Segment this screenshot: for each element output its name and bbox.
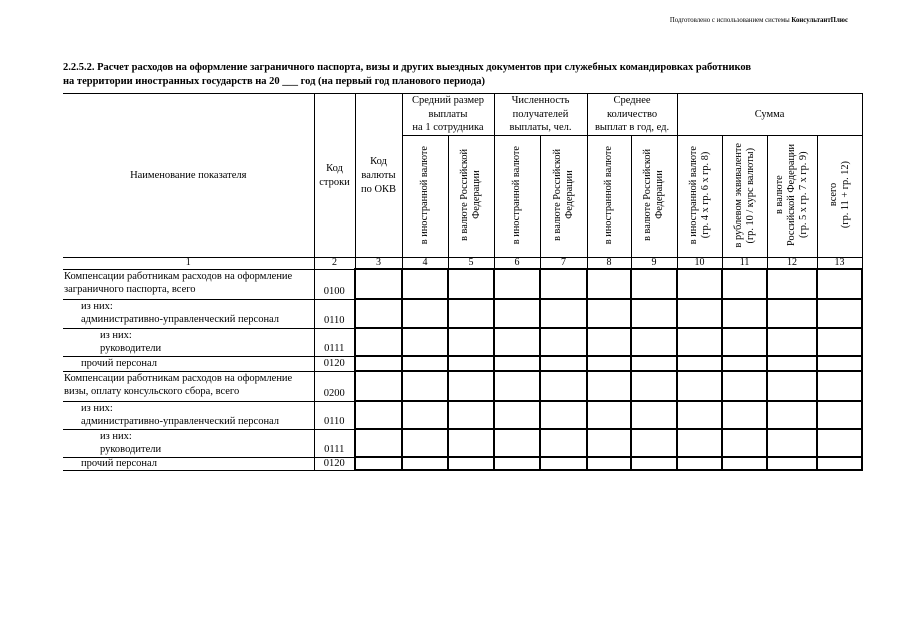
value-cell [402, 457, 448, 470]
value-cell [631, 299, 677, 328]
column-number: 6 [494, 258, 540, 270]
table-row [63, 328, 862, 356]
value-cell [587, 356, 631, 371]
indicator-name: руководители [100, 444, 162, 455]
value-cell [587, 328, 631, 356]
value-cell [817, 356, 862, 371]
value-cell [540, 401, 587, 429]
header-cell [767, 136, 817, 258]
value-cell [448, 269, 494, 299]
row-code-cell [314, 429, 355, 457]
header-cell [677, 136, 722, 258]
row-code-cell [314, 371, 355, 401]
value-cell [448, 401, 494, 429]
header-row-groups [63, 94, 862, 136]
header-currency-code: Код валюты по ОКВ [355, 94, 402, 258]
header-recipients-foreign: в иностранной валюте [511, 145, 523, 245]
header-cell [494, 136, 540, 258]
value-cell [402, 429, 448, 457]
column-number: 10 [677, 258, 722, 270]
value-cell [448, 371, 494, 401]
indicator-prefix: из них: [100, 430, 132, 442]
header-cell [817, 136, 862, 258]
header-avg-payment-rub: в валюте Российской Федерации [459, 149, 482, 241]
value-cell [722, 371, 767, 401]
value-cell [767, 269, 817, 299]
indicator-prefix: из них: [81, 300, 113, 312]
header-payments-count-foreign: в иностранной валюте [603, 145, 615, 245]
value-cell [631, 371, 677, 401]
header-group-recipients: Численность получателей выплаты, чел. [494, 94, 587, 136]
note-prefix: Подготовлено с использованием системы [669, 17, 792, 24]
table-row [63, 429, 862, 457]
value-cell [677, 269, 722, 299]
value-cell [817, 328, 862, 356]
indicator-name: административно-управленческий персонал [81, 314, 280, 325]
value-cell [494, 371, 540, 401]
value-cell [448, 328, 494, 356]
indicator-name-cell [63, 299, 314, 328]
value-cell [631, 269, 677, 299]
column-number: 13 [817, 258, 862, 270]
column-number: 3 [355, 258, 402, 270]
value-cell [767, 356, 817, 371]
row-code: 0110 [323, 315, 345, 326]
row-code-cell [314, 299, 355, 328]
value-cell [722, 269, 767, 299]
expense-calculation-table [63, 93, 863, 471]
indicator-name-cell [63, 356, 314, 371]
header-cell [448, 136, 494, 258]
value-cell [631, 401, 677, 429]
value-cell [540, 269, 587, 299]
value-cell [722, 457, 767, 470]
value-cell [448, 356, 494, 371]
value-cell [722, 328, 767, 356]
header-cell [631, 136, 677, 258]
value-cell [540, 299, 587, 328]
indicator-name: прочий персонал [81, 457, 158, 469]
header-row-code: Код строки [314, 94, 355, 258]
row-code-cell [314, 457, 355, 470]
indicator-prefix: из них: [100, 329, 132, 341]
column-number: 4 [402, 258, 448, 270]
value-cell [448, 299, 494, 328]
header-sum-total: всего (гр. 11 + гр. 12) [827, 161, 851, 229]
header-recipients-rub: в валюте Российской Федерации [551, 149, 575, 241]
value-cell [631, 429, 677, 457]
row-code: 0200 [323, 388, 345, 399]
value-cell [677, 328, 722, 356]
indicator-name-cell [63, 401, 314, 429]
row-code-cell [314, 356, 355, 371]
value-cell [540, 457, 587, 470]
header-sum-foreign: в иностранной валюте (гр. 4 x гр. 6 x гр. 8) [687, 145, 711, 245]
header-cell [722, 136, 767, 258]
indicator-prefix: из них: [81, 402, 113, 414]
value-cell [677, 299, 722, 328]
value-cell [355, 429, 402, 457]
table-row [63, 371, 862, 401]
value-cell [494, 457, 540, 470]
row-code: 0110 [323, 416, 345, 427]
value-cell [767, 371, 817, 401]
column-number: 12 [767, 258, 817, 270]
indicator-name-cell [63, 429, 314, 457]
value-cell [722, 429, 767, 457]
column-numbers-row [63, 258, 862, 270]
value-cell [402, 328, 448, 356]
value-cell [817, 429, 862, 457]
table-row [63, 356, 862, 371]
header-group-average-payment: Средний размер выплаты на 1 сотрудника [402, 94, 494, 136]
value-cell [817, 371, 862, 401]
value-cell [587, 299, 631, 328]
indicator-name-cell [63, 371, 314, 401]
row-code: 0111 [324, 444, 345, 455]
table-row [63, 299, 862, 328]
section-title [63, 61, 751, 89]
value-cell [540, 429, 587, 457]
value-cell [494, 269, 540, 299]
value-cell [540, 356, 587, 371]
value-cell [402, 371, 448, 401]
value-cell [355, 371, 402, 401]
indicator-name-cell [63, 269, 314, 299]
header-sum-rub-equivalent: в рублевом эквиваленте (гр. 10 / курс валюты) [732, 142, 756, 248]
header-cell [540, 136, 587, 258]
column-number: 2 [314, 258, 355, 270]
value-cell [402, 401, 448, 429]
value-cell [494, 299, 540, 328]
value-cell [355, 299, 402, 328]
header-indicator-name: Наименование показателя [63, 94, 314, 258]
value-cell [587, 429, 631, 457]
value-cell [817, 299, 862, 328]
value-cell [355, 457, 402, 470]
value-cell [355, 356, 402, 371]
value-cell [494, 356, 540, 371]
header-cell [587, 136, 631, 258]
value-cell [448, 457, 494, 470]
value-cell [677, 371, 722, 401]
value-cell [540, 371, 587, 401]
value-cell [767, 401, 817, 429]
value-cell [587, 269, 631, 299]
value-cell [402, 299, 448, 328]
value-cell [494, 429, 540, 457]
column-number: 9 [631, 258, 677, 270]
value-cell [722, 299, 767, 328]
table-row [63, 457, 862, 470]
value-cell [587, 457, 631, 470]
indicator-name: Компенсации работникам расходов на оформление визы, оплату консульского сбора, всего [64, 372, 293, 397]
value-cell [631, 356, 677, 371]
consultantplus-note [670, 17, 848, 25]
header-sum-rub: в валюте Российской Федерации (гр. 5 x гр. 7 x гр. 9) [774, 144, 810, 246]
value-cell [817, 401, 862, 429]
column-number: 7 [540, 258, 587, 270]
indicator-name: руководители [100, 343, 162, 354]
value-cell [402, 269, 448, 299]
column-number: 1 [63, 258, 314, 270]
header-avg-payment-foreign: в иностранной валюте [419, 145, 430, 245]
indicator-name: административно-управленческий персонал [81, 416, 280, 427]
value-cell [677, 429, 722, 457]
value-cell [677, 401, 722, 429]
row-code-cell [314, 401, 355, 429]
value-cell [494, 328, 540, 356]
note-brand: КонсультантПлюс [791, 17, 848, 24]
column-number: 11 [722, 258, 767, 270]
indicator-name-cell [63, 457, 314, 470]
value-cell [631, 328, 677, 356]
value-cell [767, 328, 817, 356]
value-cell [767, 457, 817, 470]
value-cell [631, 457, 677, 470]
value-cell [722, 401, 767, 429]
row-code: 0120 [323, 358, 345, 369]
value-cell [355, 269, 402, 299]
value-cell [722, 356, 767, 371]
value-cell [587, 401, 631, 429]
value-cell [767, 429, 817, 457]
value-cell [448, 429, 494, 457]
value-cell [817, 269, 862, 299]
value-cell [540, 328, 587, 356]
table-row [63, 269, 862, 299]
indicator-name-cell [63, 328, 314, 356]
row-code-cell [314, 269, 355, 299]
value-cell [494, 401, 540, 429]
indicator-name: прочий персонал [81, 357, 158, 369]
row-code: 0111 [324, 343, 345, 354]
value-cell [355, 328, 402, 356]
row-code: 0100 [323, 286, 345, 297]
header-group-sum: Сумма [677, 94, 862, 136]
header-group-payments-per-year: Среднее количество выплат в год, ед. [587, 94, 677, 136]
value-cell [355, 401, 402, 429]
column-number: 5 [448, 258, 494, 270]
table-row [63, 401, 862, 429]
row-code: 0120 [323, 457, 345, 469]
indicator-name: Компенсации работникам расходов на оформление заграничного паспорта, всего [64, 270, 293, 295]
row-code-cell [314, 328, 355, 356]
header-payments-count-rub: в валюте Российской Федерации [642, 149, 666, 241]
value-cell [587, 371, 631, 401]
value-cell [677, 356, 722, 371]
value-cell [402, 356, 448, 371]
value-cell [767, 299, 817, 328]
value-cell [817, 457, 862, 470]
column-number: 8 [587, 258, 631, 270]
section-title-line-2: на территории иностранных государств на 20 ___ год (на первый год планового периода) [63, 76, 486, 87]
header-cell [402, 136, 448, 258]
section-title-line-1: 2.2.5.2. Расчет расходов на оформление заграничного паспорта, визы и других выездных документов при служебных командировках работников [63, 62, 752, 73]
value-cell [677, 457, 722, 470]
